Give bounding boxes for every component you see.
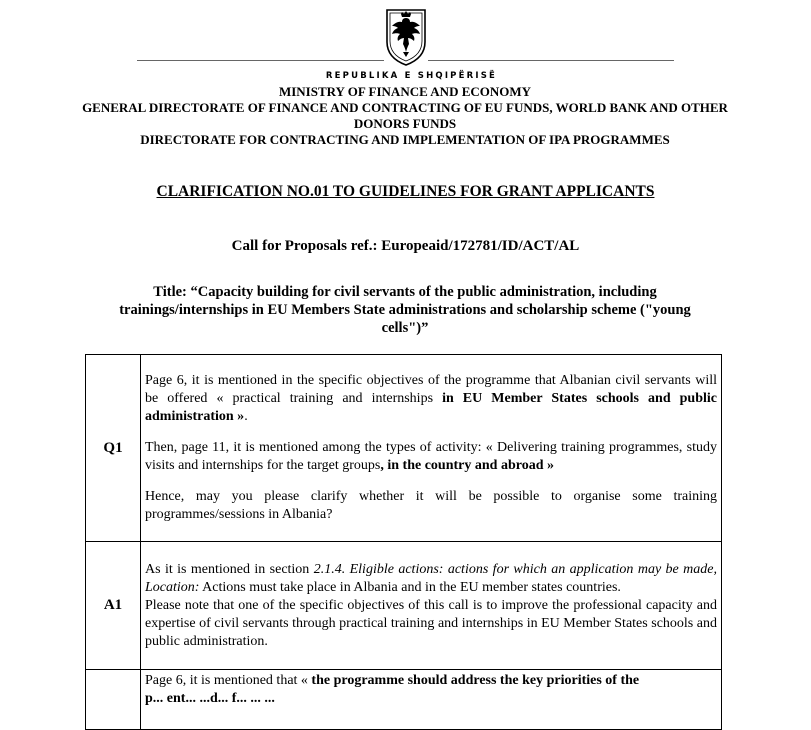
text-run: .	[244, 409, 248, 424]
text-run-bold: , in the country and abroad »	[380, 458, 554, 473]
directorate-name: DIRECTORATE FOR CONTRACTING AND IMPLEMENTATION OF IPA PROGRAMMES	[140, 132, 670, 147]
text-run-italic: 2.1.4. Eligible actions: actions for which an application may be made, Location:	[145, 561, 717, 595]
call-reference: Call for Proposals ref.: Europeaid/172781/ID/ACT/AL	[231, 238, 580, 254]
text-run-bold: the programme should address the key priorities of the	[311, 673, 640, 688]
table-row	[86, 670, 722, 730]
albanian-emblem-icon	[384, 8, 428, 66]
question-label	[86, 670, 141, 730]
question-paragraph: Hence, may you please clarify whether it will be possible to organise some training programmes/sessions in Albania?	[145, 489, 717, 522]
call-title: Title: “Capacity building for civil servants of the public administration, including trainings/internships in EU Members State administrations and scholarship scheme ("young cells")”	[119, 284, 691, 336]
question-text	[141, 670, 722, 730]
text-run-bold: p... ent... ...d... f... ... ...	[145, 691, 275, 706]
question-paragraph	[145, 690, 717, 708]
text-run: Then, page 11, it is mentioned among the types of activity: « Delivering training programmes, study visits and internships for the target groups	[145, 440, 717, 473]
text-run: Actions must take place in Albania and in the EU member states countries.	[199, 579, 621, 595]
question-paragraph	[145, 672, 717, 690]
question-paragraph	[145, 372, 717, 426]
text-run: Page 6, it is mentioned that «	[145, 673, 312, 688]
clarification-table	[85, 354, 722, 730]
question-paragraph	[145, 439, 717, 475]
text-run: As it is mentioned in section	[145, 561, 314, 577]
answer-text	[141, 542, 722, 670]
general-directorate-name: GENERAL DIRECTORATE OF FINANCE AND CONTRACTING OF EU FUNDS, WORLD BANK AND OTHER DONORS FUNDS	[82, 100, 728, 131]
answer-paragraph	[145, 561, 717, 597]
question-label: Q1	[86, 355, 141, 542]
ministry-name: MINISTRY OF FINANCE AND ECONOMY	[278, 84, 532, 99]
table-row	[86, 542, 722, 670]
republic-name: REPUBLIKA E SHQIPËRISË	[325, 71, 498, 81]
text-run: Page 6, it is mentioned in the specific objectives of the programme that Albanian civil servants will be offered « practical training and internships	[145, 373, 717, 406]
answer-label: A1	[86, 542, 141, 670]
answer-paragraph: Please note that one of the specific objectives of this call is to improve the professional capacity and expertise of civil servants through practical training and internships in EU Member States schools and public administration.	[145, 597, 717, 649]
text-run-bold: in EU Member States schools and public administration »	[145, 391, 717, 424]
header-rule-left	[137, 60, 384, 61]
table-row	[86, 355, 722, 542]
question-text	[141, 355, 722, 542]
header-rule-right	[428, 60, 674, 61]
clarification-title: CLARIFICATION NO.01 TO GUIDELINES FOR GRANT APPLICANTS	[156, 183, 655, 200]
